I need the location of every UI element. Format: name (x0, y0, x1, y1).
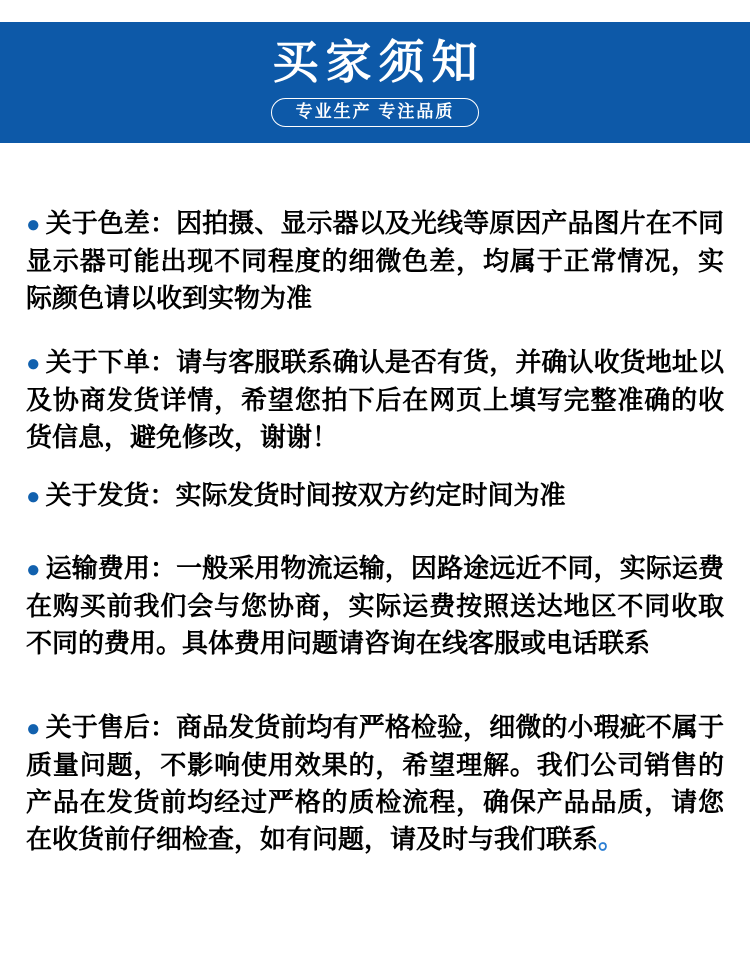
bullet-dot-icon: ● (26, 715, 41, 742)
bullet-dot-icon: ● (26, 556, 41, 583)
notice-item-shipping (26, 477, 724, 515)
bullet-dot-icon: ● (26, 211, 41, 238)
notice-item-after-sales (26, 709, 724, 858)
notice-text: 请与客服联系确认是否有货，并确认收货地址以及协商发货详情，希望您拍下后在网页上填写完整准确的收货信息，避免修改，谢谢！ (26, 347, 724, 452)
notice-text: 因拍摄、显示器以及光线等原因产品图片在不同显示器可能出现不同程度的细微色差，均属于正常情况，实际颜色请以收到实物为准 (26, 208, 724, 313)
notice-item-ordering (26, 344, 724, 456)
bullet-dot-icon: ● (26, 483, 41, 510)
notice-text: 一般采用物流运输，因路途远近不同，实际运费在购买前我们会与您协商，实际运费按照送达地区不同收取不同的费用。具体费用问题请咨询在线客服或电话联系 (26, 553, 724, 658)
notice-label: 运输费用： (45, 553, 177, 583)
notice-item-color-difference (26, 205, 724, 317)
quality-badge: 专业生产 专注品质 (271, 98, 480, 128)
notice-banner (0, 22, 750, 143)
notice-text: 实际发货时间按双方约定时间为准 (175, 480, 566, 510)
notice-item-freight-cost (26, 550, 724, 662)
notice-label: 关于下单： (45, 347, 177, 377)
notice-list (0, 143, 750, 858)
notice-label: 关于售后： (45, 712, 177, 742)
notice-label: 关于发货： (45, 480, 176, 510)
notice-label: 关于色差： (45, 208, 177, 238)
notice-text: 商品发货前均有严格检验，细微的小瑕疵不属于质量问题，不影响使用效果的，希望理解。我们公司销售的产品在发货前均经过严格的质检流程，确保产品品质，请您在收货前仔细检查，如有问题，请及时与我们联系 (26, 712, 724, 854)
notice-final-period: 。 (598, 824, 625, 854)
page-title: 买家须知 (272, 35, 485, 88)
bullet-dot-icon: ● (26, 350, 41, 377)
